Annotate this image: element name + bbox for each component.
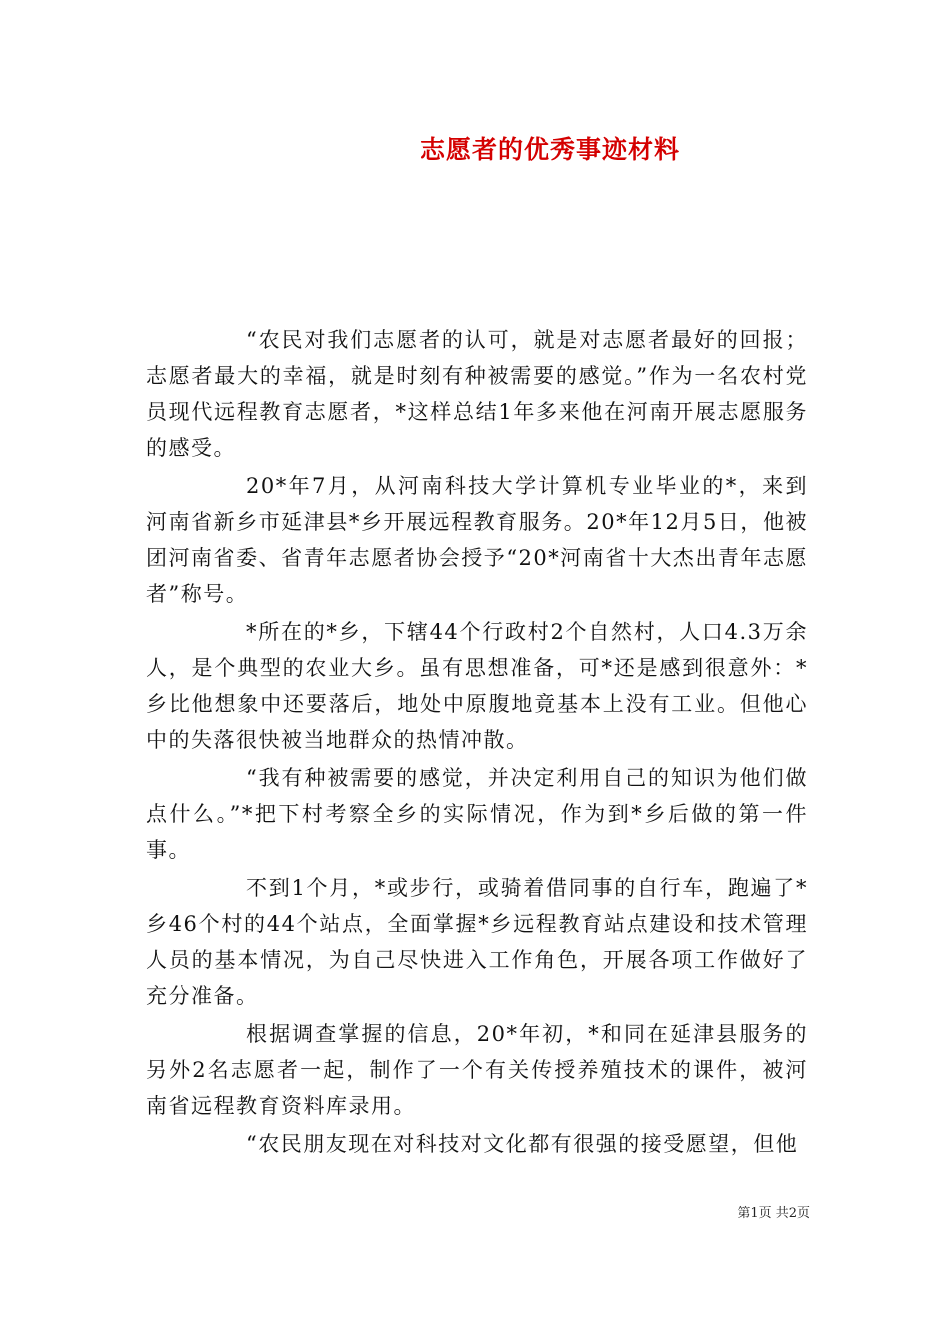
paragraph: 不到1个月，*或步行，或骑着借同事的自行车，跑遍了*乡46个村的44个站点，全面掌握*乡远程教育站点建设和技术管理人员的基本情况，为自己尽快进入工作角色，开展各项工作做好了充分准备。 [146, 876, 808, 1008]
paragraph: *所在的*乡，下辖44个行政村2个自然村，人口4.3万余人，是个典型的农业大乡。虽有思想准备，可*还是感到很意外：*乡比他想象中还要落后，地处中原腹地竟基本上没有工业。但他心中的失落很快被当地群众的热情冲散。 [146, 620, 808, 752]
paragraph: “我有种被需要的感觉，并决定利用自己的知识为他们做点什么。”*把下村考察全乡的实际情况，作为到*乡后做的第一件事。 [146, 766, 808, 862]
page-number-footer: 第1页 共2页 [737, 1206, 810, 1221]
document-body [146, 322, 808, 1164]
document-title: 志愿者的优秀事迹材料 [419, 135, 680, 164]
paragraph: 20*年7月，从河南科技大学计算机专业毕业的*，来到河南省新乡市延津县*乡开展远程教育服务。20*年12月5日，他被团河南省委、省青年志愿者协会授予“20*河南省十大杰出青年志愿者”称号。 [146, 474, 808, 606]
paragraph: “农民对我们志愿者的认可，就是对志愿者最好的回报；志愿者最大的幸福，就是时刻有种被需要的感觉。”作为一名农村党员现代远程教育志愿者，*这样总结1年多来他在河南开展志愿服务的感受。 [146, 328, 808, 460]
paragraph: “农民朋友现在对科技对文化都有很强的接受愿望，但他 [246, 1132, 799, 1156]
paragraph: 根据调查掌握的信息，20*年初，*和同在延津县服务的另外2名志愿者一起，制作了一个有关传授养殖技术的课件，被河南省远程教育资料库录用。 [146, 1022, 808, 1118]
